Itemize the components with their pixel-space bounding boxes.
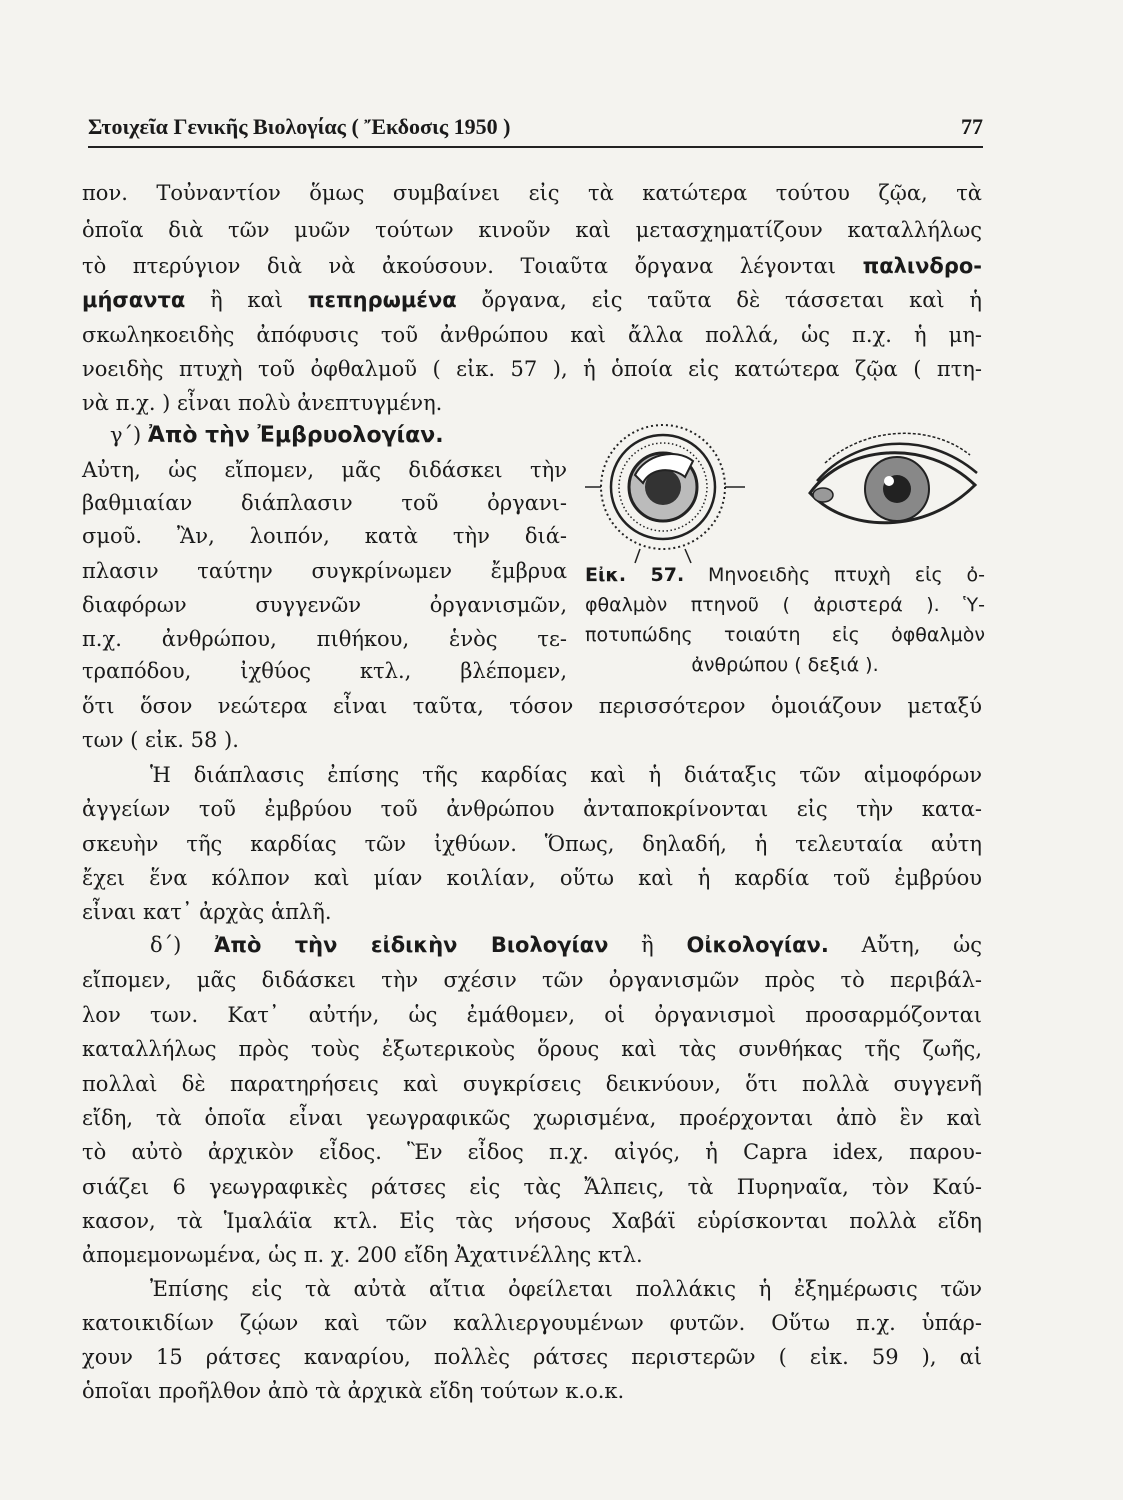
text-line: βαθμιαίαν διάπλασιν τοῦ ὀργανι- [82,491,567,515]
section-heading-ecology [150,930,982,960]
text-line [82,251,982,281]
bold-term: μήσαντα [82,288,186,312]
text-line: ὅτι ὅσον νεώτερα εἶναι ταῦτα, τόσον περισσότερον ὁμοιάζουν μεταξύ [82,694,982,718]
text-line: σμοῦ. Ἂν, λοιπόν, κατὰ τὴν διά- [82,524,567,548]
text-span: ἢ [608,933,687,957]
bold-term: παλινδρο- [862,254,982,278]
text-line: των ( εἰκ. 58 ). [82,728,239,752]
caption-line [585,560,985,590]
text-line: ὁποῖαι προῆλθον ἀπὸ τὰ ἀρχικὰ εἴδη τούτων κ.ο.κ. [82,1379,625,1403]
text-span: τὸ πτερύγιον διὰ νὰ ἀκούσουν. Τοιαῦτα ὄργανα λέγονται [82,254,863,278]
text-line: εἴπομεν, μᾶς διδάσκει τὴν σχέσιν τῶν ὀργανισμῶν πρὸς τὸ περιβάλ- [82,968,982,992]
text-line: πολλαὶ δὲ παρατηρήσεις καὶ συγκρίσεις δεικνύουν, ὅτι πολλὰ συγγενῆ [82,1072,982,1096]
section-label: γ΄) [110,423,148,447]
caption-line: ἀνθρώπου ( δεξιά ). [691,654,879,676]
header-title: Στοιχεῖα Γενικῆς Βιολογίας ( Ἔκδοσις 1950 ) [88,114,511,139]
text-line: π.χ. ἀνθρώπου, πιθήκου, ἑνὸς τε- [82,627,567,651]
bird-eye-icon [585,425,745,563]
caption-line: φθαλμὸν πτηνοῦ ( ἀριστερά ). Ὑ- [585,594,985,616]
text-line: καταλλήλως πρὸς τοὺς ἐξωτερικοὺς ὅρους καὶ τὰς συνθήκας τῆς ζωῆς, [82,1037,982,1061]
section-label: δ΄) [150,933,215,957]
text-line: κατοικιδίων ζῴων καὶ τῶν καλλιεργουμένων φυτῶν. Οὕτω π.χ. ὑπάρ- [82,1311,982,1335]
figure-caption [585,560,985,680]
text-line: τραπόδου, ἰχθύος κτλ., βλέπομεν, [82,659,567,683]
text-line: Ἡ διάπλασις ἐπίσης τῆς καρδίας καὶ ἡ διάταξις τῶν αἱμοφόρων [150,763,982,787]
text-line: Ἐπίσης εἰς τὰ αὐτὰ αἴτια ὀφείλεται πολλάκις ἡ ἐξημέρωσις τῶν [150,1277,982,1301]
text-line: κασον, τὰ Ἱμαλάϊα κτλ. Εἰς τὰς νήσους Χαβάϊ εὑρίσκονται πολλὰ εἴδη [82,1209,982,1233]
text-line: ὁποῖα διὰ τῶν μυῶν τούτων κινοῦν καὶ μετασχηματίζουν καταλλήλως [82,218,982,242]
text-line: ἔχει ἕνα κόλπον καὶ μίαν κοιλίαν, οὕτω καὶ ἡ καρδία τοῦ ἐμβρύου [82,866,982,890]
caption-line: ποτυπώδης τοιαύτη εἰς ὀφθαλμὸν [585,624,985,646]
text-line: πον. Τοὐναντίον ὅμως συμβαίνει εἰς τὰ κατώτερα τούτου ζῷα, τὰ [82,181,982,205]
text-span: ὄργανα, εἰς ταῦτα δὲ τάσσεται καὶ ἡ [456,288,982,312]
text-line: ἀγγείων τοῦ ἐμβρύου τοῦ ἀνθρώπου ἀνταποκρίνονται εἰς τὴν κατα- [82,797,982,821]
text-line: πλασιν ταύτην συγκρίνωμεν ἔμβρυα [82,559,567,583]
section-heading-embryology [110,420,580,450]
text-line: χουν 15 ράτσες καναρίου, πολλὲς ράτσες περιστερῶν ( εἰκ. 59 ), αἱ [82,1345,982,1369]
text-line: διαφόρων συγγενῶν ὀργανισμῶν, [82,593,567,617]
caption-label: Εἰκ. 57. [585,564,685,586]
figure-57 [585,415,985,580]
text-line: σκευὴν τῆς καρδίας τῶν ἰχθύων. Ὅπως, δηλαδή, ἡ τελευταία αὐτη [82,832,982,856]
text-line: νοειδὴς πτυχὴ τοῦ ὀφθαλμοῦ ( εἰκ. 57 ), ἡ ὁποία εἰς κατώτερα ζῷα ( πτη- [82,357,982,381]
section-heading-text: Ἀπὸ τὴν εἰδικὴν Βιολογίαν [214,933,609,957]
bold-term: πεπηρωμένα [307,288,457,312]
page-number: 77 [961,114,983,139]
text-span: Αὔτη, ὡς [828,933,983,957]
header-rule [88,146,983,148]
text-line [82,285,982,315]
text-line: σκωληκοειδὴς ἀπόφυσις τοῦ ἀνθρώπου καὶ ἄλλα πολλά, ὡς π.χ. ἡ μη- [82,323,982,347]
text-line: τὸ αὐτὸ ἀρχικὸν εἶδος. Ἓν εἶδος π.χ. αἰγός, ἡ Capra idex, παρου- [82,1140,982,1164]
text-line: ἀπομεμονωμένα, ὡς π. χ. 200 εἴδη Ἀχατινέλλης κτλ. [82,1243,643,1267]
text-line: σιάζει 6 γεωγραφικὲς ράτσες εἰς τὰς Ἄλπεις, τὰ Πυρηναῖα, τὸν Καύ- [82,1175,982,1199]
text-line: λον των. Κατ᾽ αὐτήν, ὡς ἐμάθομεν, οἱ ὀργανισμοὶ προσαρμόζονται [82,1003,982,1027]
text-span: ἢ καὶ [185,288,308,312]
caption-text: Μηνοειδὴς πτυχὴ εἰς ὀ- [684,564,985,586]
section-heading-text: Οἰκολογίαν. [686,933,829,957]
text-line: εἶναι κατ᾽ ἀρχὰς ἁπλῆ. [82,900,332,924]
text-line: Αὐτη, ὡς εἴπομεν, μᾶς διδάσκει τὴν [82,458,567,482]
text-line: εἴδη, τὰ ὁποῖα εἶναι γεωγραφικῶς χωρισμένα, προέρχονται ἀπὸ ἓν καὶ [82,1106,982,1130]
section-heading-text: Ἀπὸ τὴν Ἐμβρυολογίαν. [147,423,444,448]
human-eye-icon [810,433,977,522]
running-header [88,110,983,144]
eye-illustrations [585,415,985,565]
text-line: νὰ π.χ. ) εἶναι πολὺ ἀνεπτυγμένη. [82,391,443,415]
